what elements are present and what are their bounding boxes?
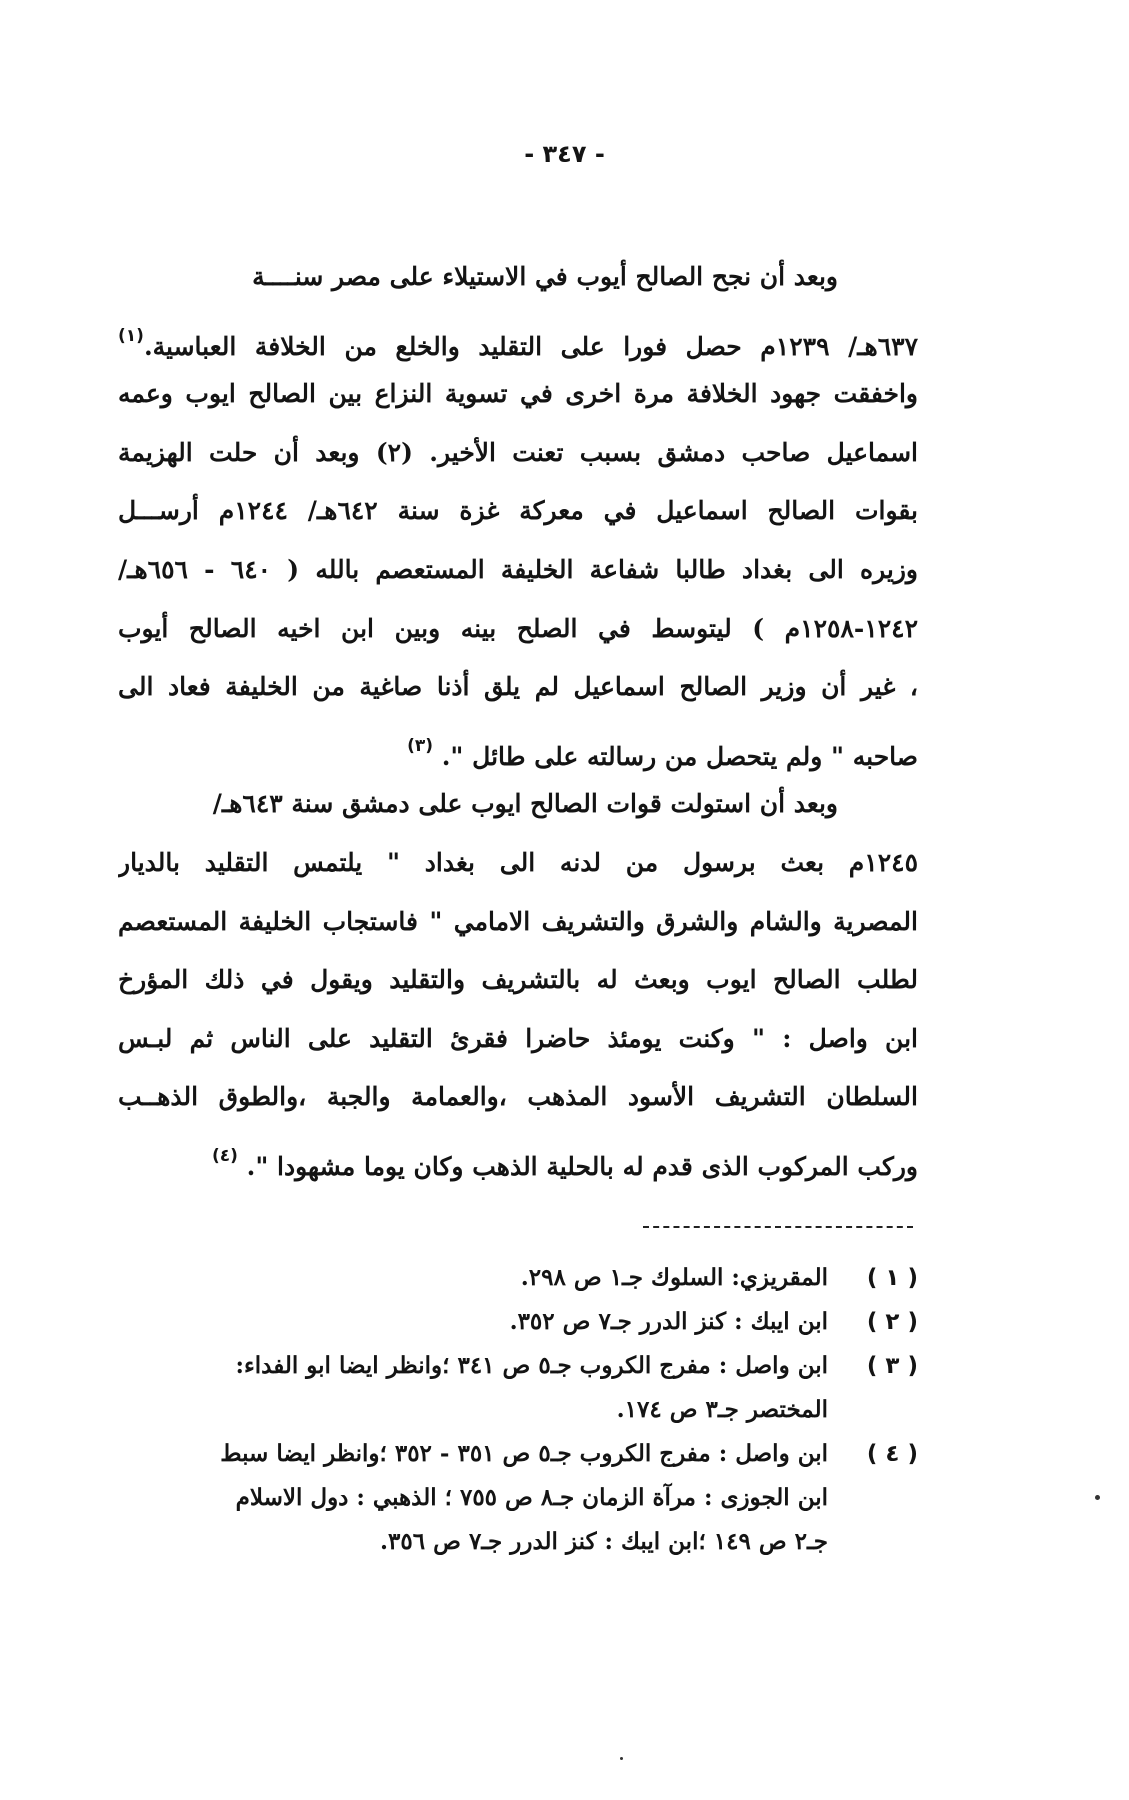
text-line-content: اسماعيل صاحب دمشق بسبب تعنت الأخير. (٢) وبعد أن حلت الهزيمة	[118, 437, 918, 467]
footnotes	[118, 1256, 918, 1564]
text-line	[118, 951, 918, 1010]
scan-speck	[620, 1757, 623, 1760]
text-line	[118, 1010, 918, 1069]
footnote-line: ابن ايبك : كنز الدرر جـ٧ ص ٣٥٢.	[509, 1308, 828, 1335]
footnote-number: ( ٣ )	[866, 1353, 918, 1379]
footnote-line: جـ٢ ص ١٤٩ ؛ابن ايبك : كنز الدرر جـ٧ ص ٣٥٦.	[380, 1528, 828, 1555]
footnote-reference: (١)	[118, 325, 144, 346]
text-line-content: وزيره الى بغداد طالبا شفاعة الخليفة المستعصم بالله ( ٦٤٠ - ٦٥٦هـ/	[118, 554, 918, 584]
text-line	[118, 307, 918, 366]
text-line	[118, 365, 918, 424]
text-line	[118, 424, 918, 483]
footnote-number: ( ١ )	[866, 1265, 918, 1291]
text-line-content: صاحبه " ولم يتحصل من رسالته على طائل ".	[433, 741, 918, 771]
text-line	[118, 248, 918, 307]
footnote	[118, 1344, 918, 1432]
body-text	[118, 248, 918, 1186]
text-line	[118, 893, 918, 952]
text-line-content: واخفقت جهود الخلافة مرة اخرى في تسوية النزاع بين الصالح ايوب وعمه	[118, 379, 918, 409]
footnote-line: ابن واصل : مفرج الكروب جـ٥ ص ٣٥١ - ٣٥٢ ؛وانظر ايضا سبط	[220, 1440, 828, 1467]
text-line-content: المصرية والشام والشرق والتشريف الامامي " فاستجاب الخليفة المستعصم	[118, 906, 918, 936]
text-line-content: السلطان التشريف الأسود المذهب ،والعمامة والجبة ،والطوق الذهــب	[118, 1082, 918, 1112]
footnote-number: ( ٤ )	[866, 1441, 918, 1467]
text-line-content: وبعد أن نجح الصالح أيوب في الاستيلاء على مصر سنــــة	[252, 262, 838, 291]
footnote-number: ( ٢ )	[866, 1309, 918, 1335]
footnote-divider	[643, 1226, 913, 1228]
footnote-line: المقريزي: السلوك جـ١ ص ٢٩٨.	[520, 1264, 828, 1291]
page-number: - ٣٤٧ -	[524, 140, 605, 168]
text-line-content: ابن واصل : " وكنت يومئذ حاضرا فقرئ التقليد على الناس ثم لبـس	[118, 1023, 918, 1053]
footnote-line: ابن الجوزى : مرآة الزمان جـ٨ ص ٧٥٥ ؛ الذهبي : دول الاسلام	[235, 1484, 828, 1511]
footnote	[118, 1256, 918, 1300]
text-line	[118, 600, 918, 659]
text-line	[118, 1068, 918, 1127]
text-line-content: وركب المركوب الذى قدم له بالحلية الذهب وكان يوما مشهودا ".	[237, 1151, 918, 1181]
text-line	[118, 834, 918, 893]
text-line	[118, 482, 918, 541]
text-line	[118, 717, 918, 776]
scan-speck	[1095, 1495, 1100, 1500]
text-line-content: ٦٣٧هـ/ ١٢٣٩م حصل فورا على التقليد والخلع من الخلافة العباسية.	[143, 331, 918, 361]
footnote-line: المختصر جـ٣ ص ١٧٤.	[616, 1396, 828, 1423]
footnote-reference: (٣)	[407, 735, 434, 756]
text-line-content: ، غير أن وزير الصالح اسماعيل لم يلق أذنا صاغية من الخليفة فعاد الى	[118, 672, 918, 702]
text-line	[118, 1127, 918, 1186]
text-line-content: وبعد أن استولت قوات الصالح ايوب على دمشق سنة ٦٤٣هـ/	[212, 789, 838, 819]
text-line-content: ١٢٤٢-١٢٥٨م ) ليتوسط في الصلح بينه وبين ابن اخيه الصالح أيوب	[118, 613, 918, 643]
text-line-content: ١٢٤٥م بعث برسول من لدنه الى بغداد " يلتمس التقليد بالديار	[118, 847, 918, 877]
footnote-reference: (٤)	[211, 1145, 238, 1166]
footnote	[118, 1432, 918, 1564]
text-line	[118, 775, 918, 834]
text-line	[118, 541, 918, 600]
text-line-content: لطلب الصالح ايوب وبعث له بالتشريف والتقليد ويقول في ذلك المؤرخ	[118, 965, 918, 995]
footnote-line: ابن واصل : مفرج الكروب جـ٥ ص ٣٤١ ؛وانظر ايضا ابو الفداء:	[235, 1352, 828, 1379]
text-line-content: بقوات الصالح اسماعيل في معركة غزة سنة ٦٤٢هـ/ ١٢٤٤م أرســـل	[118, 496, 918, 526]
text-line	[118, 658, 918, 717]
footnote	[118, 1300, 918, 1344]
